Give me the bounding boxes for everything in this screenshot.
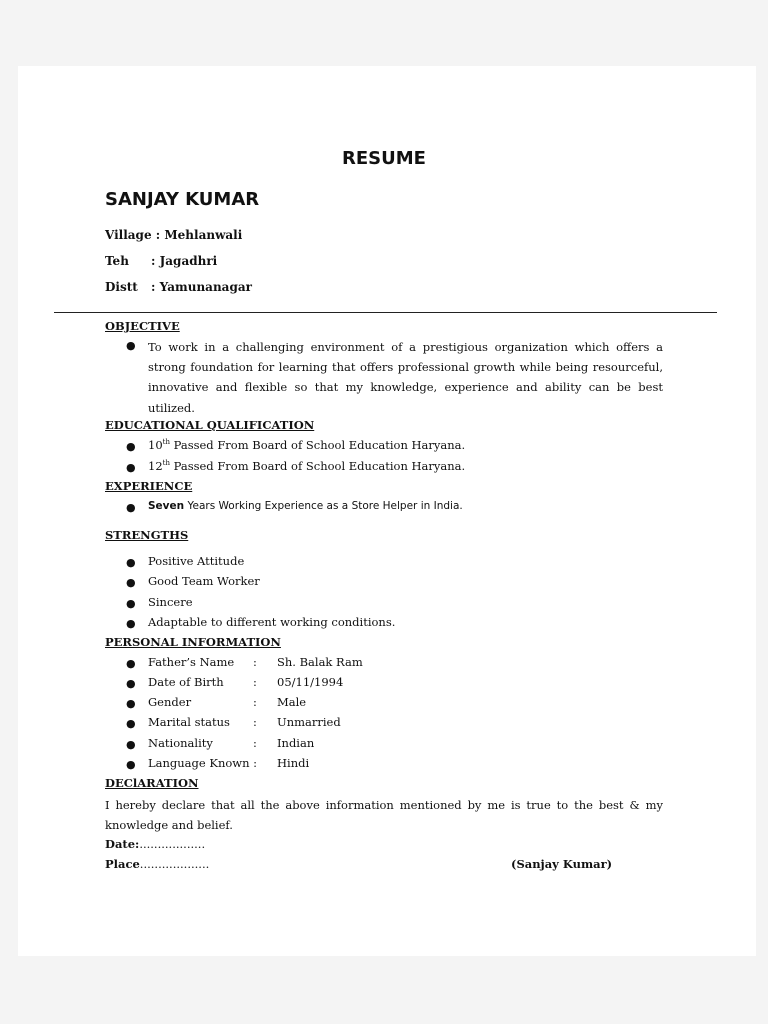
strength-item: Adaptable to different working conditions.	[148, 615, 396, 629]
bullet-icon: ●	[126, 617, 136, 630]
education-item	[148, 438, 465, 452]
personal-key: Date of Birth	[148, 675, 224, 689]
document-title: RESUME	[342, 148, 426, 169]
place-label: Place	[105, 857, 140, 871]
village-label: Village	[105, 228, 152, 242]
bullet-icon: ●	[126, 657, 136, 670]
bullet-icon: ●	[126, 758, 136, 771]
teh-label: Teh	[105, 254, 129, 268]
date-line	[105, 837, 205, 851]
address-teh	[105, 254, 217, 268]
personal-key: Language Known :	[148, 756, 258, 770]
personal-key: Father’s Name	[148, 655, 235, 669]
signature-name: (Sanjay Kumar)	[511, 857, 613, 871]
bullet-icon: ●	[126, 339, 136, 352]
bullet-icon: ●	[126, 576, 136, 589]
distt-label: Distt	[105, 280, 138, 294]
personal-colon: :	[253, 715, 257, 729]
personal-heading: PERSONAL INFORMATION	[105, 635, 281, 649]
personal-value: Unmarried	[277, 715, 341, 729]
experience-heading: EXPERIENCE	[105, 479, 193, 493]
bullet-icon: ●	[126, 677, 136, 690]
personal-value: Hindi	[277, 756, 310, 770]
personal-key: Gender	[148, 695, 192, 709]
bullet-icon: ●	[126, 440, 136, 453]
education-suffix: th	[162, 459, 170, 467]
candidate-name: SANJAY KUMAR	[105, 189, 260, 210]
objective-text: To work in a challenging environment of a prestigious organization which offers a strong foundation for learning that offers professional growth while being resourceful, innovative and flexible so that my knowledge, experience and ability can be best utilized.	[148, 340, 663, 415]
distt-value: : Yamunanagar	[151, 280, 252, 294]
village-value: : Mehlanwali	[155, 228, 243, 242]
personal-value: Sh. Balak Ram	[277, 655, 363, 669]
bullet-icon: ●	[126, 738, 136, 751]
address-distt	[105, 280, 252, 294]
bullet-icon: ●	[126, 556, 136, 569]
personal-key: Marital status	[148, 715, 230, 729]
personal-colon: :	[253, 675, 257, 689]
experience-item	[148, 500, 463, 512]
declaration-text: I hereby declare that all the above information mentioned by me is true to the best & my knowledge and belief.	[105, 798, 663, 833]
personal-value: Indian	[277, 736, 315, 750]
personal-key: Nationality	[148, 736, 213, 750]
education-suffix: th	[162, 438, 170, 446]
strength-item: Good Team Worker	[148, 574, 260, 588]
teh-value: : Jagadhri	[151, 254, 218, 268]
header-divider	[54, 312, 717, 313]
place-line	[105, 857, 209, 871]
address-village	[105, 228, 242, 242]
place-blank: ...................	[139, 857, 210, 871]
personal-colon: :	[253, 695, 257, 709]
bullet-icon: ●	[126, 501, 136, 514]
strength-item: Sincere	[148, 595, 193, 609]
strengths-heading: STRENGTHS	[105, 528, 189, 542]
personal-colon: :	[253, 655, 257, 669]
education-level: 10	[148, 438, 163, 452]
experience-years: Seven	[148, 500, 185, 512]
education-heading: EDUCATIONAL QUALIFICATION	[105, 418, 315, 432]
personal-value: Male	[277, 695, 307, 709]
education-level: 12	[148, 459, 163, 473]
bullet-icon: ●	[126, 597, 136, 610]
experience-detail: Years Working Experience as a Store Helper in India.	[184, 500, 463, 512]
personal-colon: :	[253, 736, 257, 750]
bullet-icon: ●	[126, 697, 136, 710]
education-item	[148, 459, 465, 473]
date-blank: ..................	[139, 837, 206, 851]
education-detail: Passed From Board of School Education Haryana.	[169, 438, 466, 452]
bullet-icon: ●	[126, 461, 136, 474]
objective-heading: OBJECTIVE	[105, 319, 180, 333]
bullet-icon: ●	[126, 717, 136, 730]
date-label: Date:	[105, 837, 140, 851]
education-detail: Passed From Board of School Education Haryana.	[169, 459, 466, 473]
declaration-heading: DEClARATION	[105, 776, 199, 790]
personal-value: 05/11/1994	[277, 675, 344, 689]
strength-item: Positive Attitude	[148, 554, 245, 568]
